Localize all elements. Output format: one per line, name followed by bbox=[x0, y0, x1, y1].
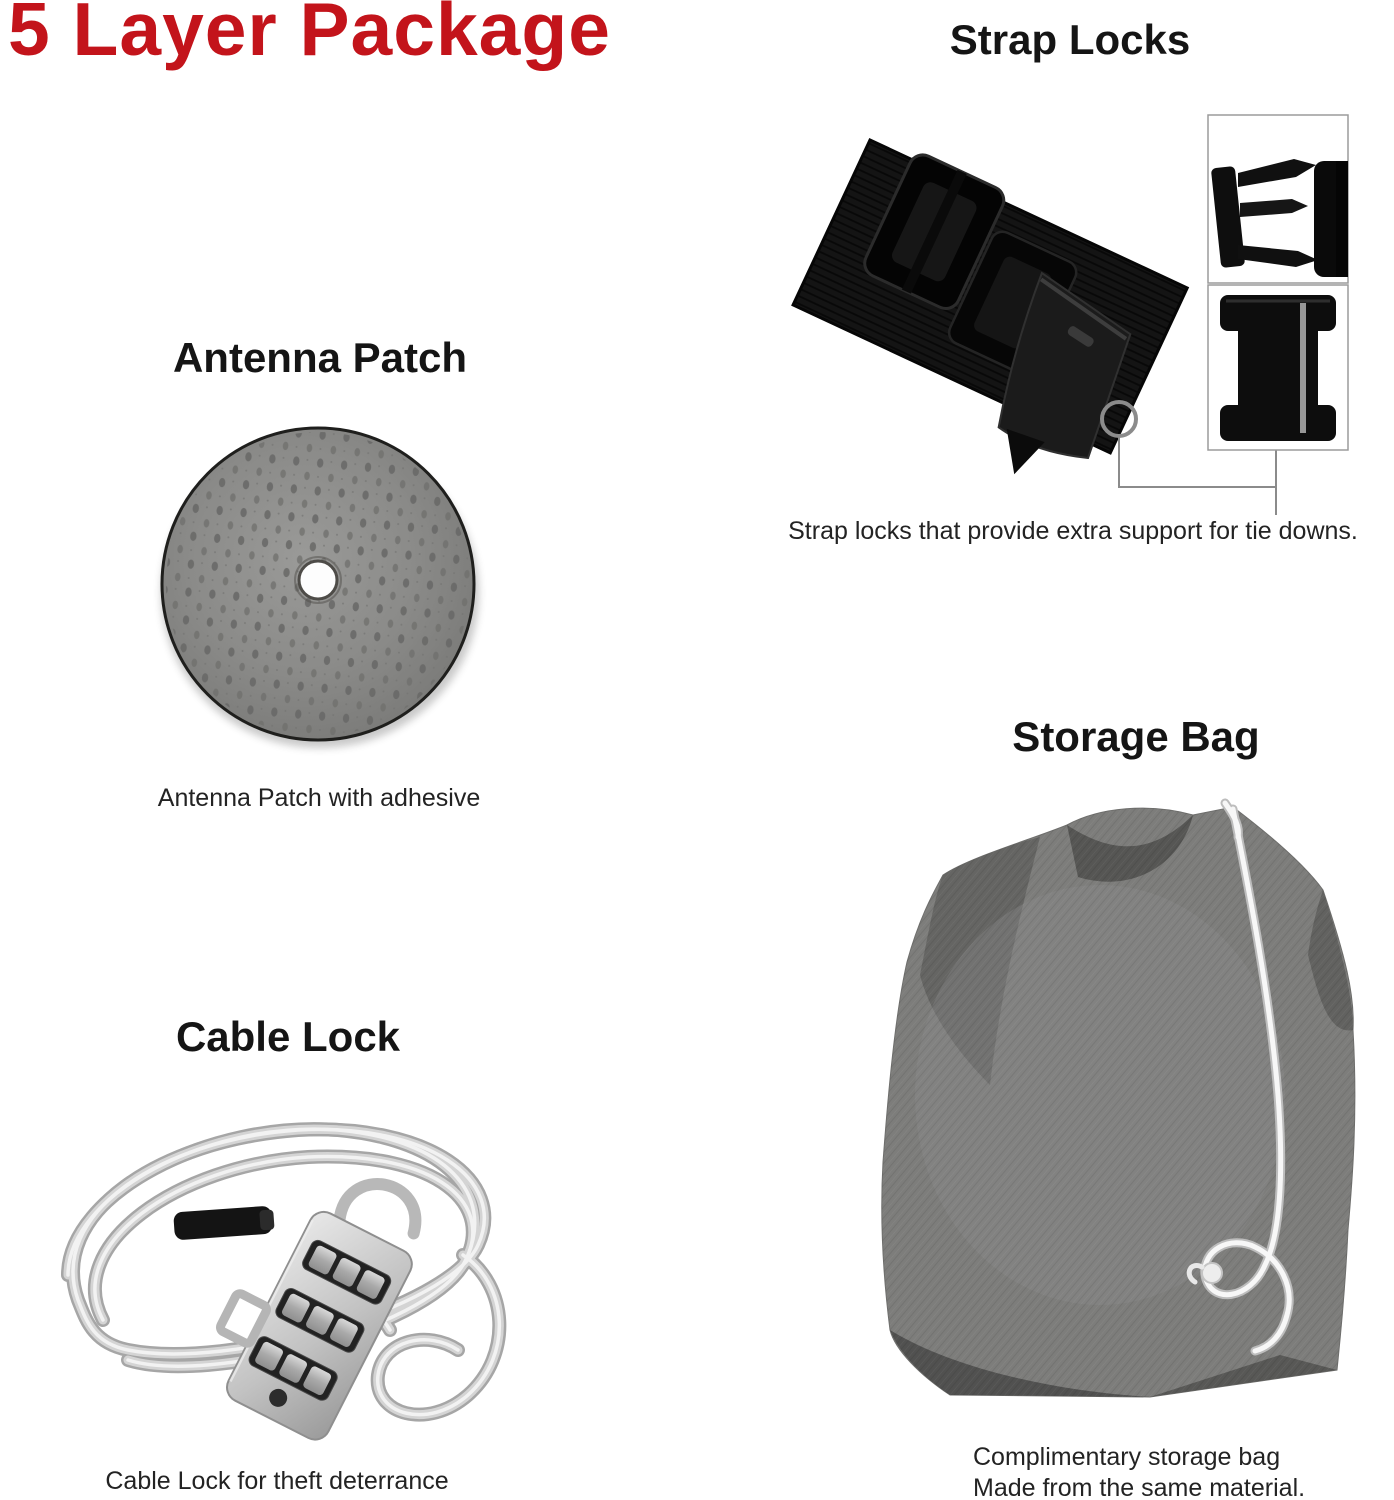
cable-lock-caption: Cable Lock for theft deterrance bbox=[105, 1467, 449, 1495]
cord-stopper bbox=[1202, 1263, 1222, 1283]
storage-bag-caption bbox=[973, 1442, 1305, 1500]
storage-bag-photo bbox=[850, 795, 1394, 1445]
strap-webbing bbox=[770, 131, 1191, 507]
strap-locks-heading: Strap Locks bbox=[949, 16, 1191, 63]
bag-shading bbox=[850, 795, 1394, 1445]
cable-ferrule bbox=[173, 1205, 275, 1240]
storage-bag-heading: Storage Bag bbox=[1012, 713, 1260, 760]
storage-bag-caption-line2: Made from the same material. bbox=[973, 1474, 1306, 1500]
strap-locks-caption: Strap locks that provide extra support for tie downs. bbox=[788, 517, 1358, 545]
cable-lock-heading: Cable Lock bbox=[175, 1013, 401, 1060]
antenna-patch-heading: Antenna Patch bbox=[172, 334, 468, 381]
patch-center-hole bbox=[299, 561, 337, 599]
storage-bag-caption-line1: Complimentary storage bag bbox=[973, 1443, 1281, 1471]
antenna-patch-caption: Antenna Patch with adhesive bbox=[157, 784, 481, 812]
strap-locks-photo bbox=[770, 95, 1394, 535]
page-title: 5 Layer Package bbox=[8, 0, 611, 71]
cable-lock-photo bbox=[8, 1085, 574, 1465]
antenna-patch-photo bbox=[150, 412, 490, 762]
